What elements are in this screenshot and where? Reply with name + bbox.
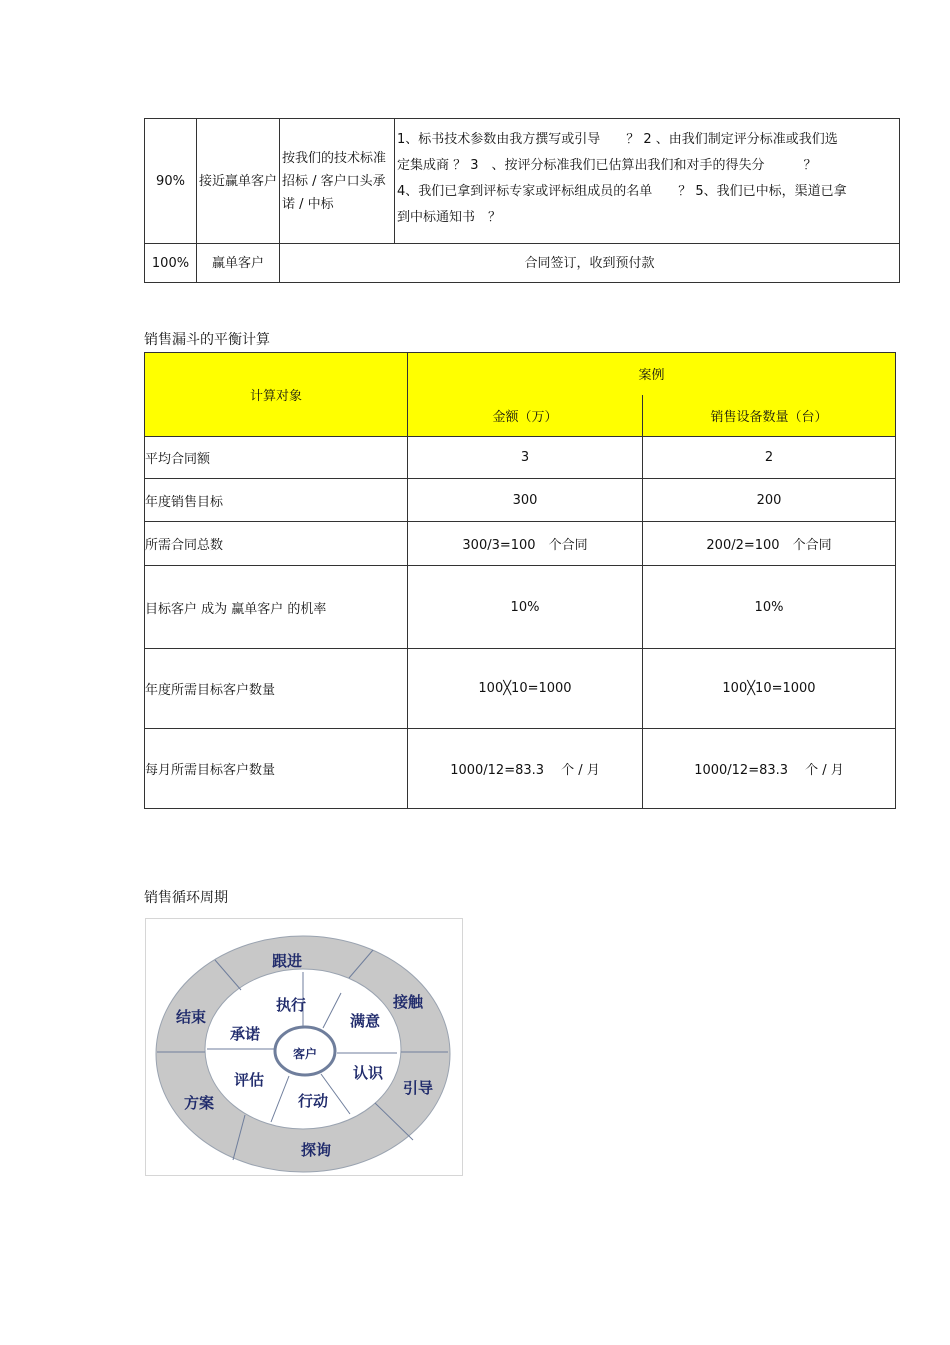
row-qty: 10% — [643, 566, 896, 649]
row-qty: 2 — [643, 437, 896, 479]
header-qty: 销售设备数量（台） — [643, 395, 896, 437]
outer-label-follow-up: 跟进 — [271, 952, 303, 970]
row-amount: 1000/12=83.3 个 / 月 — [408, 729, 643, 809]
outer-label-contact: 接触 — [392, 993, 424, 1011]
description-line: 到中标通知书 ？ — [397, 210, 502, 225]
cycle-heading: 销售循环周期 — [144, 890, 228, 906]
header-amount: 金额（万） — [408, 395, 643, 437]
sales-cycle-diagram — [145, 918, 463, 1176]
funnel-table — [144, 352, 896, 809]
outer-label-proposal: 方案 — [183, 1094, 215, 1112]
description-line: 定集成商 ？ 3 、按评分标准我们已估算出我们和对手的得失分 ？ — [397, 158, 817, 173]
row-label: 年度所需目标客户数量 — [145, 649, 408, 729]
funnel-heading: 销售漏斗的平衡计算 — [144, 332, 270, 348]
header-case: 案例 — [408, 353, 896, 395]
inner-label-evaluate: 评估 — [233, 1071, 265, 1089]
inner-label-execute: 执行 — [275, 996, 307, 1014]
stage-name-cell: 接近赢单客户 — [197, 119, 280, 244]
stage-description-cell: 合同签订，收到预付款 — [280, 244, 900, 283]
row-amount: 3 — [408, 437, 643, 479]
row-qty: 100╳10=1000 — [643, 649, 896, 729]
description-line: 4、我们已拿到评标专家或评标组成员的名单 ？ 5、我们已中标，渠道已拿 — [397, 184, 847, 199]
row-label: 年度销售目标 — [145, 479, 408, 522]
row-label: 平均合同额 — [145, 437, 408, 479]
row-qty: 200 — [643, 479, 896, 522]
outer-label-close: 结束 — [175, 1008, 207, 1026]
row-amount: 300/3=100 个合同 — [408, 522, 643, 566]
row-amount: 300 — [408, 479, 643, 522]
header-object: 计算对象 — [145, 353, 408, 437]
stage-description-cell — [395, 119, 900, 244]
row-amount: 10% — [408, 566, 643, 649]
row-label: 每月所需目标客户数量 — [145, 729, 408, 809]
stage-percent-cell: 90% — [145, 119, 197, 244]
stage-name-cell: 赢单客户 — [197, 244, 280, 283]
description-line: 1、标书技术参数由我方撰写或引导 ？ 2 、由我们制定评分标准或我们选 — [397, 132, 838, 147]
row-qty: 1000/12=83.3 个 / 月 — [643, 729, 896, 809]
stage-percent-cell: 100% — [145, 244, 197, 283]
sales-cycle-svg — [145, 918, 463, 1176]
inner-label-recognize: 认识 — [352, 1064, 384, 1082]
stage-table — [144, 118, 900, 283]
row-qty: 200/2=100 个合同 — [643, 522, 896, 566]
center-label: 客户 — [292, 1047, 318, 1061]
inner-label-satisfied: 满意 — [349, 1012, 381, 1030]
row-label: 所需合同总数 — [145, 522, 408, 566]
outer-label-probe: 探询 — [300, 1141, 332, 1159]
inner-label-commit: 承诺 — [229, 1025, 261, 1043]
inner-label-action: 行动 — [297, 1092, 329, 1110]
row-label: 目标客户 成为 赢单客户 的机率 — [145, 566, 408, 649]
row-amount: 100╳10=1000 — [408, 649, 643, 729]
outer-label-guide: 引导 — [402, 1079, 434, 1097]
stage-criteria-cell: 按我们的技术标准招标 / 客户口头承诺 / 中标 — [280, 119, 395, 244]
